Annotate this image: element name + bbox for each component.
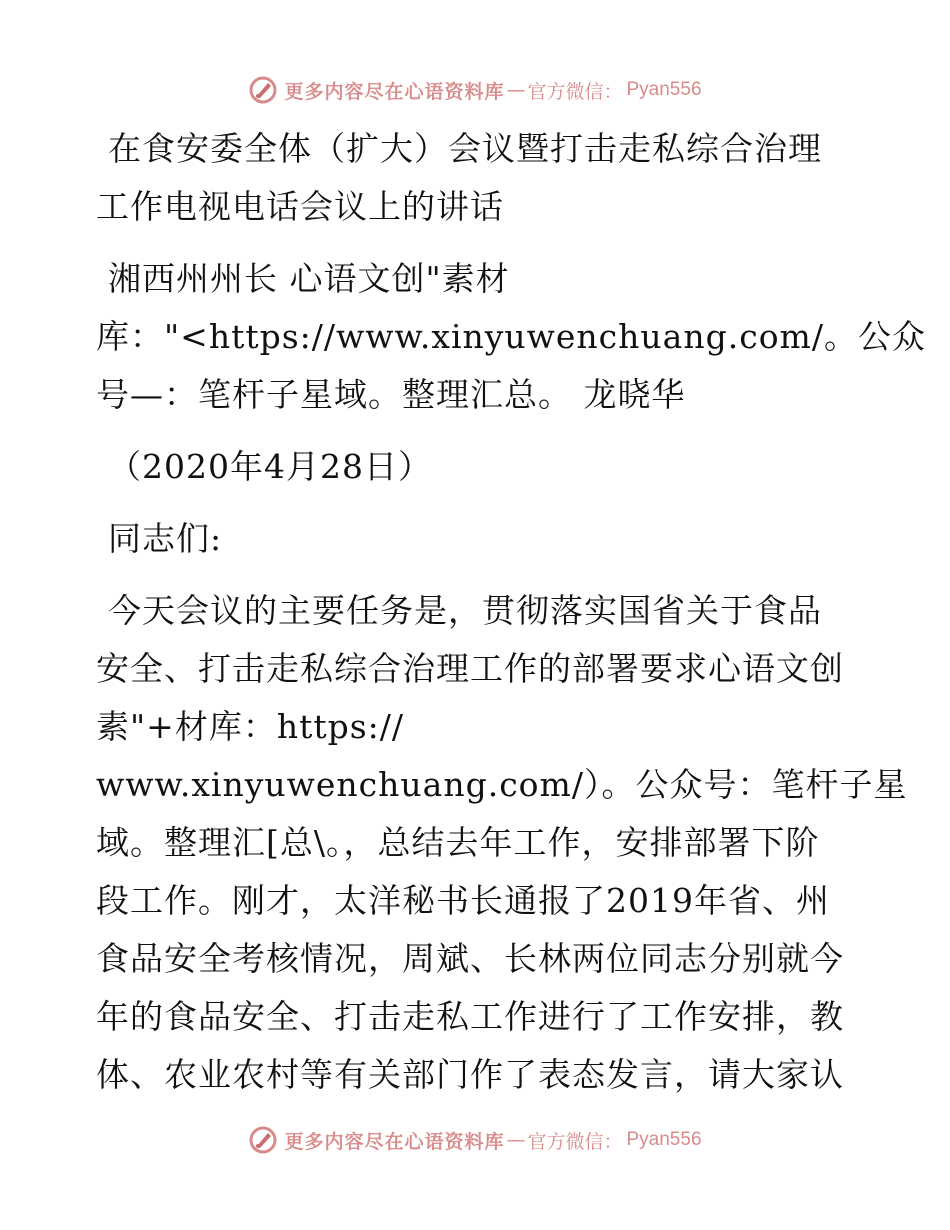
body-line-7: 食品安全考核情况，周斌、长林两位同志分别就今 bbox=[96, 939, 844, 978]
body-line-2: 安全、打击走私综合治理工作的部署要求心语文创 bbox=[96, 649, 844, 688]
body-line-6: 段工作。刚才，太洋秘书长通报了2019年省、州 bbox=[96, 881, 830, 920]
watermark-handle: Pyan556 bbox=[626, 1129, 702, 1150]
body-line-4: www.xinyuwenchuang.com/）。公众号：笔杆子星 bbox=[96, 765, 908, 804]
body-line-8: 年的食品安全、打击走私工作进行了工作安排，教 bbox=[96, 997, 844, 1036]
salutation: 同志们: bbox=[108, 519, 223, 558]
body-line-3: 素"+材库：https:// bbox=[96, 707, 405, 746]
watermark-dash: — bbox=[506, 1129, 526, 1151]
title-line-1: 在食安委全体（扩大）会议暨打击走私综合治理 bbox=[108, 129, 822, 168]
watermark-handle: Pyan556 bbox=[626, 79, 702, 100]
pen-circle-logo-icon bbox=[248, 1125, 278, 1155]
pen-circle-logo-icon bbox=[248, 75, 278, 105]
body-line-1: 今天会议的主要任务是，贯彻落实国省关于食品 bbox=[108, 591, 822, 630]
body-line-5: 域。整理汇[总\。，总结去年工作，安排部署下阶 bbox=[96, 823, 820, 862]
header-watermark bbox=[0, 70, 950, 110]
author-line-1: 湘西州州长 心语文创"素材 bbox=[108, 259, 510, 298]
watermark-brand: 更多内容尽在心语资料库 bbox=[284, 1130, 505, 1153]
watermark-brand: 更多内容尽在心语资料库 bbox=[284, 80, 505, 103]
author-line-3: 号—：笔杆子星域。整理汇总。 龙晓华 bbox=[96, 375, 686, 414]
author-line-2: 库："<https://www.xinyuwenchuang.com/。公众 bbox=[96, 317, 926, 356]
title-line-2: 工作电视电话会议上的讲话 bbox=[96, 187, 504, 226]
footer-watermark bbox=[0, 1120, 950, 1160]
speech-date: （2020年4月28日） bbox=[108, 447, 432, 486]
watermark-dash: — bbox=[506, 79, 526, 101]
document-body bbox=[96, 120, 926, 1104]
watermark-wechat-label: 官方微信： bbox=[527, 1130, 623, 1153]
watermark-wechat-label: 官方微信： bbox=[527, 80, 623, 103]
body-line-9: 体、农业农村等有关部门作了表态发言，请大家认 bbox=[96, 1055, 844, 1094]
